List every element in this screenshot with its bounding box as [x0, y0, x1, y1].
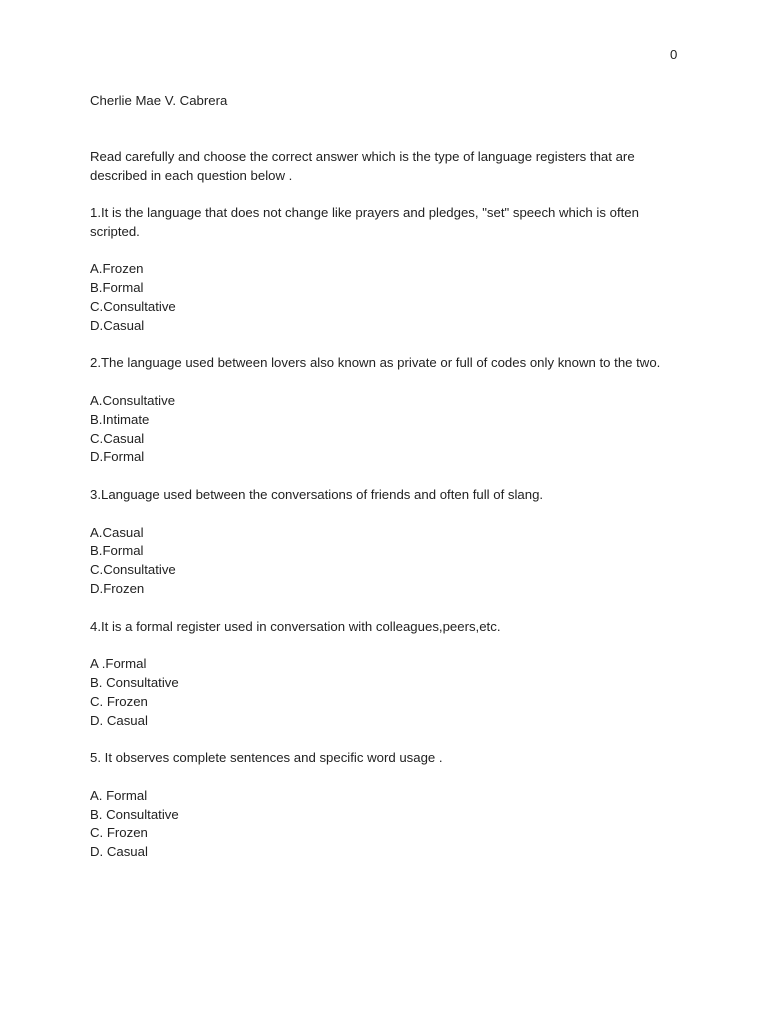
question-2 [90, 354, 680, 467]
option-c: C.Consultative [90, 562, 176, 578]
option-b: B. Consultative [90, 674, 179, 690]
option-b: B.Intimate [90, 411, 150, 427]
option-c: C. Frozen [90, 693, 148, 709]
option-c: C. Frozen [90, 825, 148, 841]
question-1 [90, 204, 680, 336]
option-b: B.Formal [90, 280, 144, 296]
option-b: B. Consultative [90, 806, 179, 822]
option-d: D. Casual [90, 712, 148, 728]
option-a: A.Casual [90, 524, 144, 540]
option-d: D.Casual [90, 317, 145, 333]
question-4 [90, 618, 680, 731]
option-c: C.Casual [90, 430, 145, 446]
question-text: 4.It is a formal register used in conversation with colleagues,peers,etc. [90, 618, 501, 634]
option-d: D. Casual [90, 844, 148, 860]
question-list [90, 204, 680, 881]
option-a: A.Consultative [90, 392, 176, 408]
option-a: A .Formal [90, 656, 147, 672]
option-b: B.Formal [90, 543, 144, 559]
option-c: C.Consultative [90, 298, 176, 314]
option-a: A.Frozen [90, 261, 144, 277]
question-text: 5. It observes complete sentences and specific word usage . [90, 750, 443, 766]
instructions: Read carefully and choose the correct answer which is the type of language registers that are described in each question below . [90, 149, 635, 183]
author-name: Cherlie Mae V. Cabrera [90, 93, 228, 108]
page-number: 0 [670, 47, 678, 62]
question-5 [90, 749, 680, 862]
option-d: D.Formal [90, 449, 145, 465]
option-d: D.Frozen [90, 580, 145, 596]
question-3 [90, 486, 680, 599]
question-text: 2.The language used between lovers also known as private or full of codes only known to the two. [90, 355, 661, 371]
question-text: 1.It is the language that does not change like prayers and pledges, "set" speech which is often scripted. [90, 205, 639, 239]
question-text: 3.Language used between the conversations of friends and often full of slang. [90, 486, 544, 502]
option-a: A. Formal [90, 787, 148, 803]
